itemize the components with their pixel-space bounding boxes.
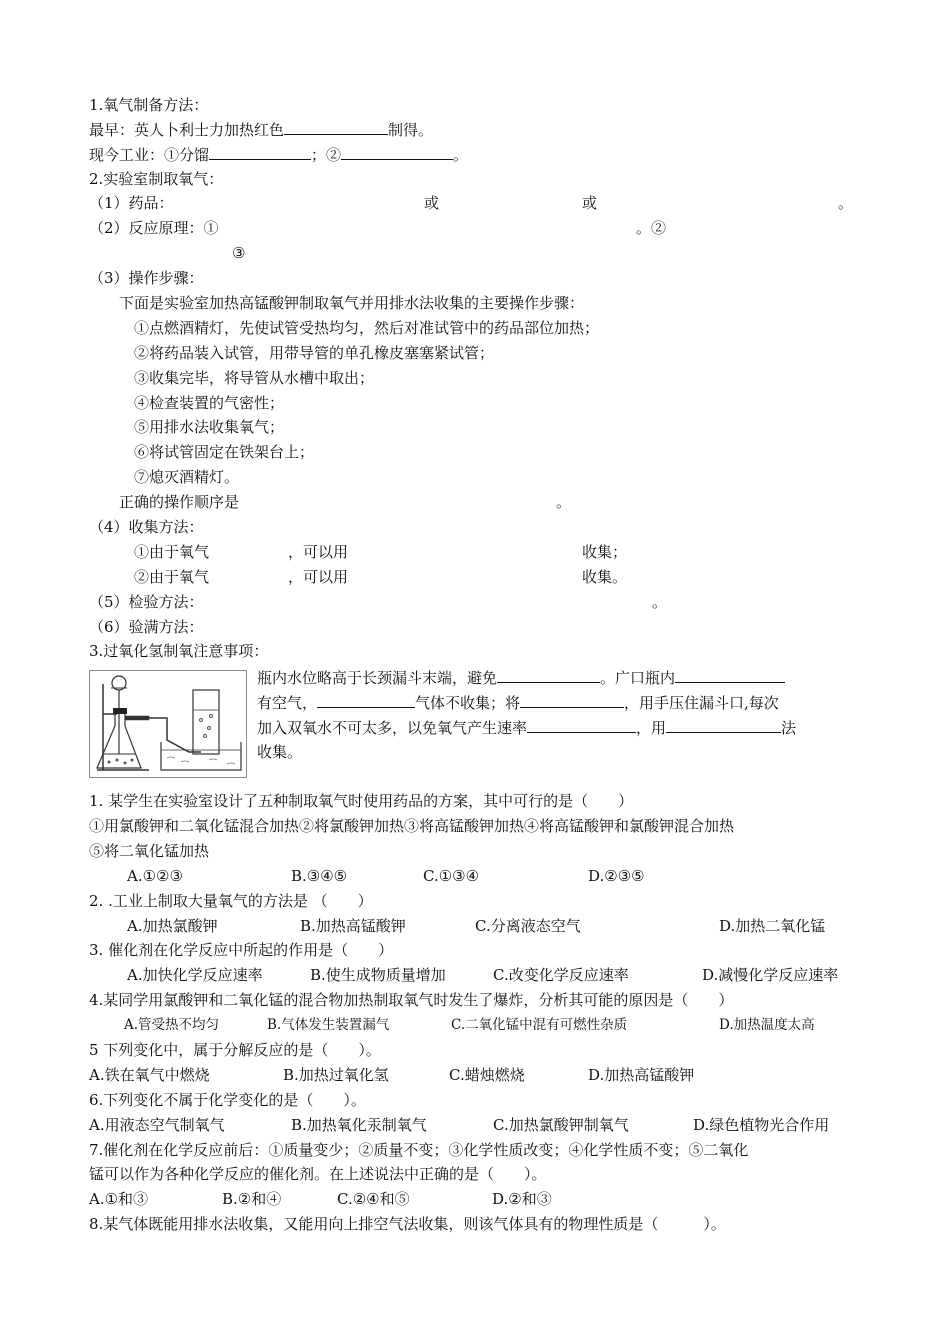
earliest-method-line [89,119,433,140]
option-a[interactable]: A.用液态空气制氧气 [89,1116,225,1134]
option-a[interactable]: A.加快化学反应速率 [127,966,263,984]
option-b[interactable]: B.加热高锰酸钾 [300,917,406,935]
option-d[interactable]: D.②③⑤ [588,867,645,885]
industry-method-line [89,144,468,165]
step-item: ①点燃酒精灯，先使试管受热均匀，然后对准试管中的药品部位加热； [134,319,600,337]
option-b[interactable]: B.加热氧化汞制氧气 [291,1116,427,1134]
water-trough-icon [161,742,241,770]
step-item: ⑥将试管固定在铁架台上； [134,443,315,461]
step-item: ④检查装置的气密性； [134,394,285,412]
steps-label: （3）操作步骤： [89,269,204,287]
question-7-stem-2: 锰可以作为各种化学反应的催化剂。在上述说法中正确的是（ ）。 [89,1165,547,1183]
option-a[interactable]: A.加热氯酸钾 [127,917,218,935]
section-2-title: 2.实验室制取氧气： [89,170,224,188]
question-8-stem: 8.某气体既能用排水法收集，又能用向上排空气法收集，则该气体具有的物理性质是（ ）。 [89,1215,726,1233]
blank-industry-2[interactable] [341,144,453,160]
section-3-title: 3.过氧化氢制氧注意事项： [89,642,269,660]
option-d[interactable]: D.加热高锰酸钾 [588,1066,695,1084]
blank-hp-1[interactable] [497,667,600,683]
section-1-title: 1.氧气制备方法： [89,96,209,114]
option-a[interactable]: A.①和③ [89,1190,149,1208]
principle-3: ③ [232,244,246,262]
collect-1b: ，可以用 [288,543,349,561]
option-d[interactable]: D.加热二氧化锰 [719,917,826,935]
blank-hp-3[interactable] [317,692,415,708]
industry-end: 。 [453,146,469,164]
hp-text: 气体不收集；将 [415,694,521,712]
drugs-label: （1）药品： [89,194,174,212]
option-b[interactable]: B.加热过氧化氢 [283,1066,389,1084]
blank-industry-1[interactable] [209,144,311,160]
option-d[interactable]: D.加热温度太高 [719,1017,815,1033]
step-item: ②将药品装入试管，用带导管的单孔橡皮塞塞紧试管； [134,344,495,362]
hydrogen-peroxide-line-3 [257,717,796,738]
drugs-or-1: 或 [424,194,440,212]
step-item: ③收集完毕，将导管从水槽中取出； [134,369,375,387]
collect-1c: 收集； [582,543,628,561]
question-1-line-3: ⑤将二氧化锰加热 [89,842,210,860]
question-4-stem: 4.某同学用氯酸钾和二氧化锰的混合物加热制取氧气时发生了爆炸，分析其可能的原因是（ ） [89,991,734,1009]
earliest-text-end: 制得。 [388,121,434,139]
question-5-stem: 5 下列变化中，属于分解反应的是（ ）。 [89,1041,381,1059]
gas-jar-icon [193,690,219,754]
option-d[interactable]: D.②和③ [492,1190,552,1208]
blank-hp-6[interactable] [666,717,781,733]
order-label: 正确的操作顺序是 [119,493,240,511]
order-end: 。 [556,493,572,511]
question-3-stem: 3. 催化剂在化学反应中所起的作用是（ ） [89,941,394,959]
apparatus-diagram [89,670,247,778]
option-d[interactable]: D.减慢化学反应速率 [702,966,839,984]
collect-label: （4）收集方法： [89,518,204,536]
principle-label: （2）反应原理：① [89,219,219,237]
drugs-or-2: 或 [582,194,598,212]
collect-2b: ，可以用 [288,568,349,586]
full-label: （6）验满方法： [89,618,204,636]
option-c[interactable]: C.改变化学反应速率 [493,966,629,984]
hp-text: ，用手压住漏斗口,每次 [624,694,779,712]
collect-2c: 收集。 [582,568,628,586]
option-b[interactable]: B.使生成物质量增加 [310,966,446,984]
option-c[interactable]: C.①③④ [423,867,480,885]
earliest-text: 最早：英人卜利士力加热红色 [89,121,285,139]
option-c[interactable]: C.加热氯酸钾制氧气 [493,1116,629,1134]
option-c[interactable]: C.分离液态空气 [475,917,581,935]
steps-intro: 下面是实验室加热高锰酸钾制取氧气并用排水法收集的主要操作步骤： [119,294,585,312]
option-c[interactable]: C.二氧化锰中混有可燃性杂质 [451,1017,628,1033]
question-1-stem: 1. 某学生在实验室设计了五种制取氧气时使用药品的方案，其中可行的是（ ） [89,792,634,810]
option-a[interactable]: A.管受热不均匀 [124,1017,220,1033]
question-1-line-2: ①用氯酸钾和二氧化锰混合加热②将氯酸钾加热③将高锰酸钾加热④将高锰酸钾和氯酸钾混合加热 [89,817,735,835]
option-a[interactable]: A.铁在氧气中燃烧 [89,1066,210,1084]
blank-hp-5[interactable] [527,717,636,733]
collect-2a: ②由于氧气 [134,568,210,586]
hydrogen-peroxide-line-4: 收集。 [257,743,303,761]
question-7-stem-1: 7.催化剂在化学反应前后：①质量变少；②质量不变；③化学性质改变；④化学性质不变；⑤二氧化 [89,1141,749,1159]
test-label: （5）检验方法： [89,593,204,611]
blank-hp-2[interactable] [675,667,785,683]
collect-1a: ①由于氧气 [134,543,210,561]
hydrogen-peroxide-line-1 [257,667,785,688]
option-b[interactable]: B.③④⑤ [291,867,348,885]
hp-text: ，用 [636,719,667,737]
iron-stand-icon [97,684,149,770]
hp-text: 加入双氧水不可太多，以免氧气产生速率 [257,719,528,737]
option-b[interactable]: B.②和④ [222,1190,282,1208]
option-c[interactable]: C.②④和⑤ [337,1190,410,1208]
industry-sep: ；② [311,146,342,164]
tube-icon [125,716,149,720]
option-d[interactable]: D.绿色植物光合作用 [693,1116,830,1134]
option-a[interactable]: A.①②③ [127,867,183,885]
principle-2: 。② [636,219,667,237]
option-b[interactable]: B.气体发生装置漏气 [267,1017,390,1033]
step-item: ⑤用排水法收集氧气； [134,418,285,436]
blank-hp-4[interactable] [520,692,624,708]
hp-text: 有空气， [257,694,318,712]
hp-text: 法 [781,719,797,737]
question-6-stem: 6.下列变化不属于化学变化的是（ ）。 [89,1091,366,1109]
industry-text: 现今工业：①分馏 [89,146,210,164]
hydrogen-peroxide-line-2 [257,692,779,713]
drugs-period: 。 [838,194,854,212]
hp-text: 。广口瓶内 [600,669,676,687]
step-item: ⑦熄灭酒精灯。 [134,468,240,486]
question-2-stem: 2. .工业上制取大量氧气的方法是 （ ） [89,892,373,910]
blank-earliest[interactable] [284,119,388,135]
test-end: 。 [652,593,668,611]
hp-text: 瓶内水位略高于长颈漏斗末端，避免 [257,669,498,687]
option-c[interactable]: C.蜡烛燃烧 [449,1066,525,1084]
